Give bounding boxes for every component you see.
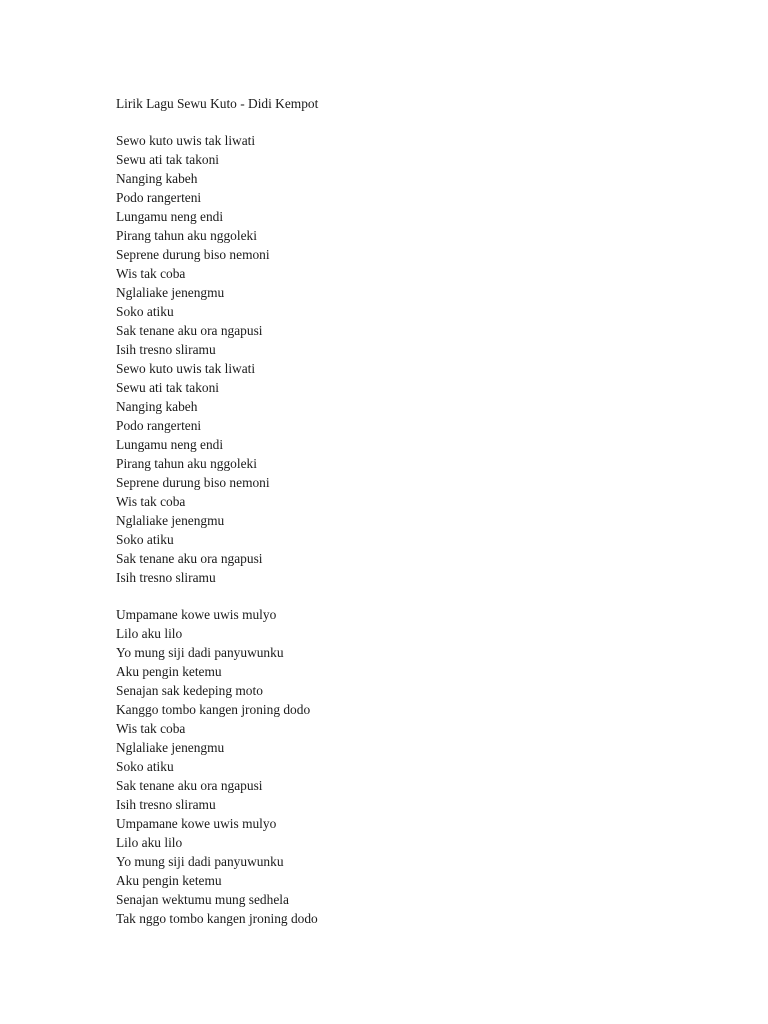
lyric-line: Soko atiku [116, 304, 174, 319]
lyric-line: Lilo aku lilo [116, 626, 183, 641]
lyric-line: Seprene durung biso nemoni [116, 247, 270, 262]
lyric-line: Kanggo tombo kangen jroning dodo [116, 702, 311, 717]
lyric-line: Isih tresno sliramu [116, 342, 216, 357]
lyrics-content [116, 94, 318, 928]
lyric-line: Pirang tahun aku nggoleki [116, 456, 257, 471]
lyric-line: Lungamu neng endi [116, 209, 224, 224]
lyric-line: Nglaliake jenengmu [116, 740, 225, 755]
stanza-2 [116, 605, 318, 928]
lyric-line: Umpamane kowe uwis mulyo [116, 607, 277, 622]
lyric-line: Yo mung siji dadi panyuwunku [116, 854, 284, 869]
lyric-line: Yo mung siji dadi panyuwunku [116, 645, 284, 660]
lyric-line: Sewu ati tak takoni [116, 380, 220, 395]
lyric-line: Wis tak coba [116, 266, 186, 281]
blank-line [116, 587, 318, 605]
lyric-line: Sak tenane aku ora ngapusi [116, 323, 263, 338]
lyric-line: Senajan wektumu mung sedhela [116, 892, 289, 907]
blank-line [116, 113, 318, 131]
lyric-line: Aku pengin ketemu [116, 664, 222, 679]
lyric-line: Nglaliake jenengmu [116, 285, 225, 300]
lyric-line: Sewu ati tak takoni [116, 152, 220, 167]
lyric-line: Nanging kabeh [116, 399, 198, 414]
lyric-line: Soko atiku [116, 532, 174, 547]
lyric-line: Soko atiku [116, 759, 174, 774]
lyric-line: Seprene durung biso nemoni [116, 475, 270, 490]
lyric-line: Lilo aku lilo [116, 835, 183, 850]
lyric-line: Nglaliake jenengmu [116, 513, 225, 528]
lyric-line: Sewo kuto uwis tak liwati [116, 133, 256, 148]
lyric-line: Sak tenane aku ora ngapusi [116, 778, 263, 793]
lyric-line: Isih tresno sliramu [116, 570, 216, 585]
lyric-line: Nanging kabeh [116, 171, 198, 186]
lyric-line: Podo rangerteni [116, 418, 202, 433]
lyric-line: Tak nggo tombo kangen jroning dodo [116, 911, 318, 926]
lyric-line: Podo rangerteni [116, 190, 202, 205]
lyric-line: Lungamu neng endi [116, 437, 224, 452]
lyric-line: Isih tresno sliramu [116, 797, 216, 812]
lyric-line: Sak tenane aku ora ngapusi [116, 551, 263, 566]
lyric-line: Wis tak coba [116, 494, 186, 509]
stanza-1 [116, 131, 318, 587]
lyric-line: Umpamane kowe uwis mulyo [116, 816, 277, 831]
lyric-line: Aku pengin ketemu [116, 873, 222, 888]
document-title: Lirik Lagu Sewu Kuto - Didi Kempot [116, 96, 319, 111]
lyric-line: Senajan sak kedeping moto [116, 683, 263, 698]
lyric-line: Pirang tahun aku nggoleki [116, 228, 257, 243]
lyric-line: Wis tak coba [116, 721, 186, 736]
lyric-line: Sewo kuto uwis tak liwati [116, 361, 256, 376]
